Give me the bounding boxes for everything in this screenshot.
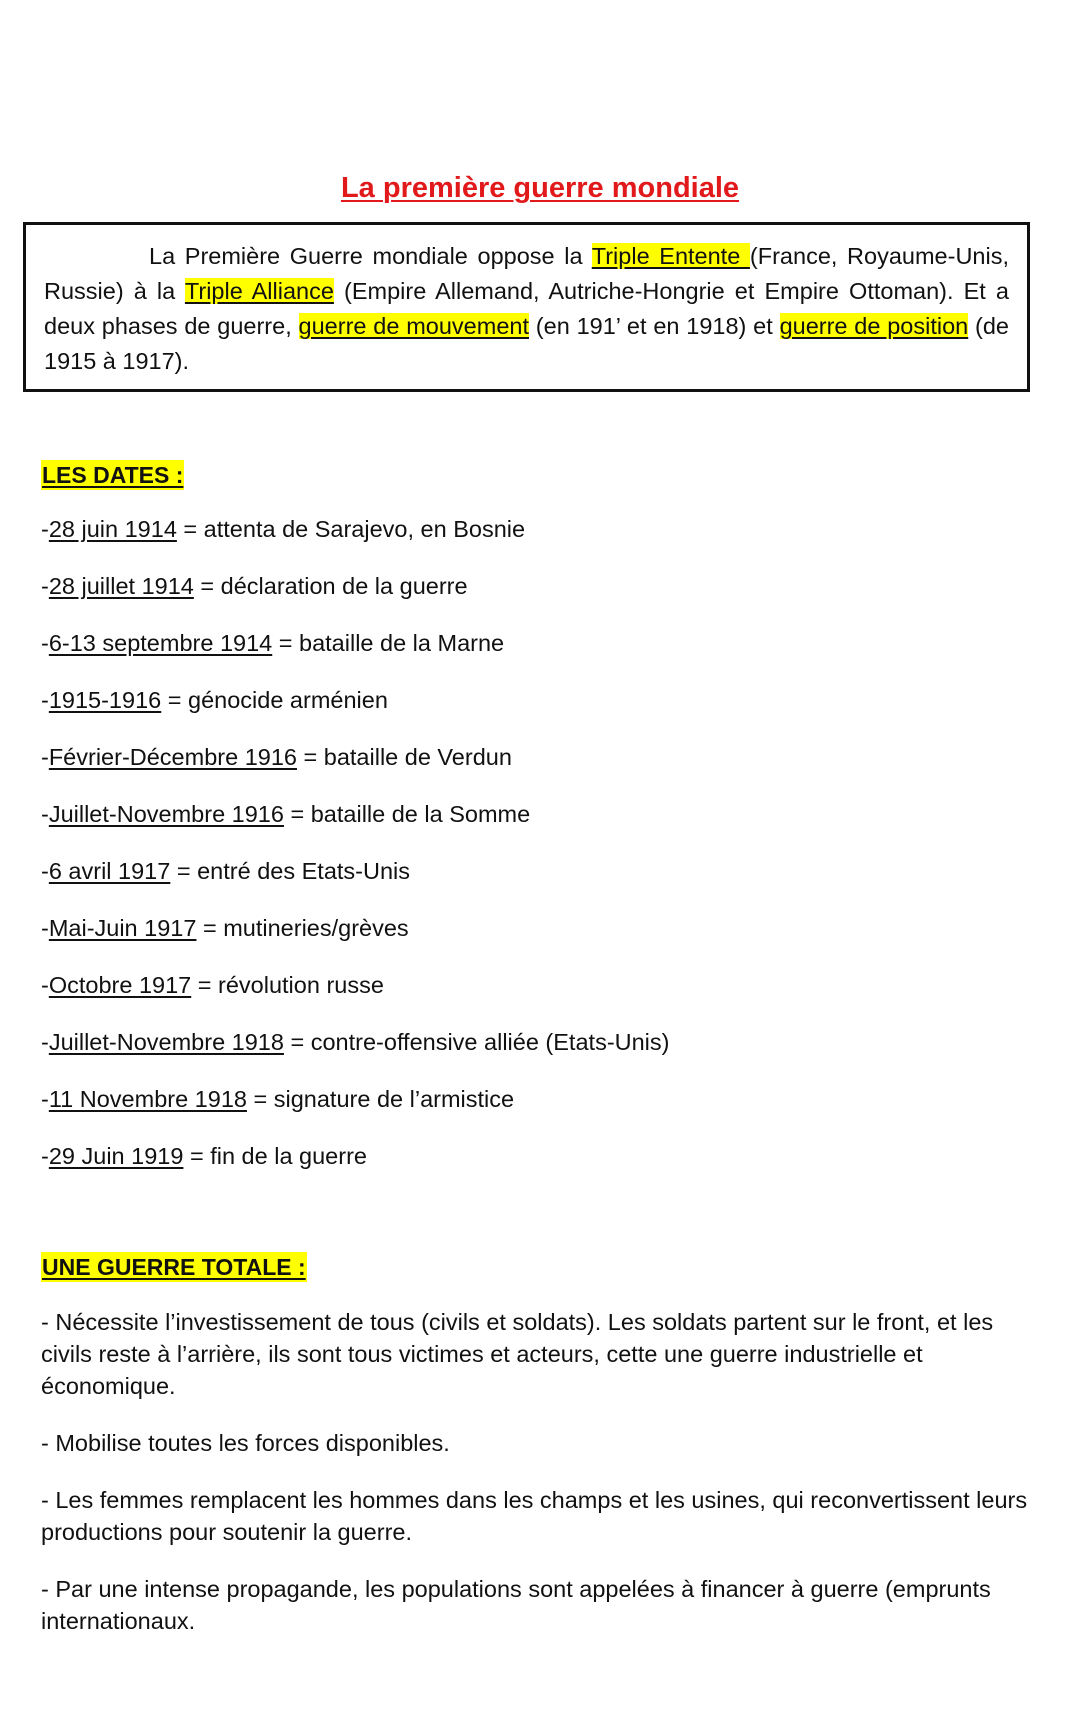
date-value: 29 Juin 1919 <box>48 1143 184 1169</box>
page-title: La première guerre mondiale <box>340 172 740 204</box>
date-value: 6 avril 1917 <box>48 858 171 884</box>
date-value: Juillet-Novembre 1916 <box>48 801 284 827</box>
intro-text-1: La Première Guerre mondiale oppose la <box>149 243 592 269</box>
date-event: = contre-offensive alliée (Etats-Unis) <box>283 1029 670 1055</box>
list-item: -11 Novembre 1918 = signature de l’armistice <box>41 1086 515 1112</box>
list-item: -Février-Décembre 1916 = bataille de Verdun <box>41 744 512 770</box>
date-event: = entré des Etats-Unis <box>170 858 411 884</box>
list-item: -6-13 septembre 1914 = bataille de la Marne <box>41 630 505 656</box>
date-value: 28 juin 1914 <box>48 516 177 542</box>
highlight-guerre-mouvement: guerre de mouvement <box>298 313 529 339</box>
list-item: -Juillet-Novembre 1916 = bataille de la Somme <box>41 801 531 827</box>
date-value: Février-Décembre 1916 <box>48 744 297 770</box>
intro-text-3: (Empire Allemand, Autriche-Hongrie et Empire Ottoman). Et a deux phases de guerre, <box>44 278 1010 339</box>
date-value: 1915-1916 <box>48 687 162 713</box>
list-item: - Par une intense propagande, les populations sont appelées à financer à guerre (emprunts internationaux. <box>41 1576 991 1634</box>
intro-paragraph <box>44 239 1009 379</box>
date-event: = mutineries/grèves <box>196 915 409 941</box>
list-item: -29 Juin 1919 = fin de la guerre <box>41 1143 367 1169</box>
list-item: -Mai-Juin 1917 = mutineries/grèves <box>41 915 409 941</box>
date-event: = bataille de Verdun <box>296 744 512 770</box>
intro-text-5: (de 1915 à 1917). <box>44 313 1009 374</box>
date-event: = signature de l’armistice <box>246 1086 515 1112</box>
date-event: = génocide arménien <box>161 687 388 713</box>
dates-list <box>41 514 669 1198</box>
date-event: = révolution russe <box>191 972 384 998</box>
highlight-triple-entente: Triple Entente <box>591 243 750 269</box>
list-item: -Octobre 1917 = révolution russe <box>41 972 384 998</box>
list-item: - Les femmes remplacent les hommes dans les champs et les usines, qui reconvertissent leurs productions pour soutenir la guerre. <box>41 1487 1028 1545</box>
highlight-guerre-position: guerre de position <box>779 313 969 339</box>
list-item: -28 juillet 1914 = déclaration de la guerre <box>41 573 468 599</box>
dates-heading: LES DATES : <box>42 462 184 488</box>
intro-text-4: (en 191’ et en 1918) et <box>529 313 780 339</box>
date-value: Juillet-Novembre 1918 <box>48 1029 284 1055</box>
totale-list <box>41 1306 1041 1662</box>
date-value: 6-13 septembre 1914 <box>48 630 273 656</box>
list-item: - Nécessite l’investissement de tous (civils et soldats). Les soldats partent sur le front, et les civils reste à l’arrière, ils sont tous victimes et acteurs, cette une guerre industrielle et économique. <box>41 1309 994 1399</box>
list-item: -Juillet-Novembre 1918 = contre-offensive alliée (Etats-Unis) <box>41 1029 670 1055</box>
date-value: 11 Novembre 1918 <box>48 1086 247 1112</box>
intro-box <box>23 222 1030 392</box>
list-item: -28 juin 1914 = attenta de Sarajevo, en Bosnie <box>41 516 526 542</box>
date-event: = fin de la guerre <box>183 1143 367 1169</box>
list-item: -6 avril 1917 = entré des Etats-Unis <box>41 858 411 884</box>
date-event: = bataille de la Somme <box>283 801 531 827</box>
list-item: - Mobilise toutes les forces disponibles. <box>41 1430 450 1456</box>
highlight-triple-alliance: Triple Alliance <box>184 278 334 304</box>
date-value: Mai-Juin 1917 <box>48 915 197 941</box>
date-event: = attenta de Sarajevo, en Bosnie <box>176 516 526 542</box>
totale-heading: UNE GUERRE TOTALE : <box>42 1254 306 1280</box>
date-event: = déclaration de la guerre <box>193 573 468 599</box>
date-value: 28 juillet 1914 <box>48 573 194 599</box>
date-value: Octobre 1917 <box>48 972 192 998</box>
list-item: -1915-1916 = génocide arménien <box>41 687 388 713</box>
intro-text-2: (France, Royaume-Unis, Russie) à la <box>44 243 1009 304</box>
date-event: = bataille de la Marne <box>272 630 505 656</box>
